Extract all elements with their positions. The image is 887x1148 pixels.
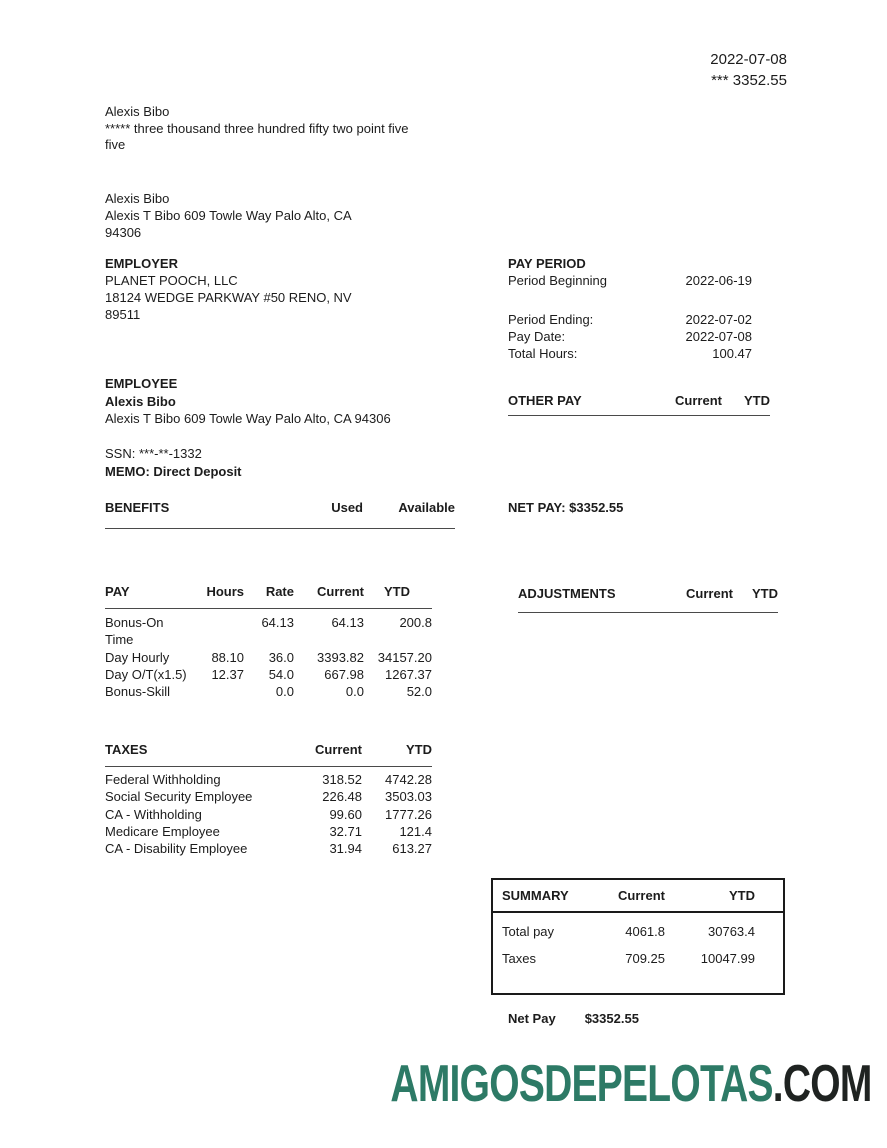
employer-title: EMPLOYER xyxy=(105,256,178,271)
pay-row xyxy=(105,614,432,648)
net-pay-footer-value: $3352.55 xyxy=(584,1011,639,1026)
benefits-section xyxy=(105,500,455,529)
employee-name: Alexis Bibo xyxy=(105,393,176,409)
amount-words-line2: five xyxy=(105,137,126,152)
summary-row-current: 709.25 xyxy=(625,951,665,966)
pay-row-ytd: 34157.20 xyxy=(377,649,432,665)
tax-row-ytd: 3503.03 xyxy=(385,789,432,805)
payee-section xyxy=(105,104,525,154)
adjustments-divider xyxy=(518,612,778,613)
other-pay-col-current: Current xyxy=(675,393,722,408)
summary-row-current: 4061.8 xyxy=(625,924,665,939)
tax-row-current: 318.52 xyxy=(322,772,362,788)
pay-row-name: Bonus-Skill xyxy=(105,684,171,700)
pay-period-title: PAY PERIOD xyxy=(508,256,586,271)
adjustments-section xyxy=(518,586,778,613)
tax-row-current: 226.48 xyxy=(322,789,362,805)
benefits-divider xyxy=(105,528,455,529)
pay-period-label: Total Hours: xyxy=(508,346,578,361)
net-pay-footer xyxy=(508,1010,639,1027)
payee-address-zip: 94306 xyxy=(105,225,142,240)
tax-row-ytd: 121.4 xyxy=(399,823,432,839)
pay-col-current: Current xyxy=(317,584,364,599)
employee-memo: MEMO: Direct Deposit xyxy=(105,463,242,479)
pay-row-name: Day Hourly xyxy=(105,649,170,665)
summary-row-ytd: 30763.4 xyxy=(708,924,755,939)
taxes-table-divider xyxy=(105,766,432,767)
employee-ssn: SSN: ***-**-1332 xyxy=(105,446,202,461)
employer-street: 18124 WEDGE PARKWAY #50 RENO, NV xyxy=(105,290,352,305)
other-pay-section xyxy=(508,393,770,416)
pay-col-title: PAY xyxy=(105,584,130,599)
pay-row-rate: 36.0 xyxy=(268,649,294,665)
tax-row-current: 31.94 xyxy=(329,841,362,857)
pay-period-label: Period Beginning xyxy=(508,273,608,288)
pay-period-section xyxy=(508,255,752,362)
pay-row-rate: 54.0 xyxy=(268,666,294,682)
pay-period-row xyxy=(508,272,752,289)
pay-table-header xyxy=(105,583,432,600)
pay-row-rate: 64.13 xyxy=(261,615,294,631)
pay-period-row xyxy=(508,328,752,345)
tax-row xyxy=(105,788,432,805)
tax-row-name: Social Security Employee xyxy=(105,789,253,805)
tax-row-name: CA - Withholding xyxy=(105,806,202,822)
tax-row-name: Medicare Employee xyxy=(105,823,220,839)
pay-row-name: Bonus-On Time xyxy=(105,615,164,648)
summary-col-current: Current xyxy=(618,888,665,903)
pay-row-ytd: 52.0 xyxy=(406,684,432,700)
pay-period-value: 2022-07-02 xyxy=(685,312,752,327)
pay-period-value: 100.47 xyxy=(712,346,752,361)
pay-period-label: Period Ending: xyxy=(508,312,594,327)
pay-table xyxy=(105,583,432,700)
ssn-memo-section xyxy=(105,445,485,480)
summary-box xyxy=(491,878,785,995)
employee-address: Alexis T Bibo 609 Towle Way Palo Alto, CA 94306 xyxy=(105,411,391,426)
pay-row-current: 0.0 xyxy=(345,684,364,700)
summary-row-name: Total pay xyxy=(502,924,555,939)
tax-row xyxy=(105,806,432,823)
benefits-col-available: Available xyxy=(398,500,455,515)
payee-address-section xyxy=(105,190,525,241)
pay-row-current: 667.98 xyxy=(324,666,364,682)
tax-row xyxy=(105,771,432,788)
employer-section xyxy=(105,255,485,323)
tax-row-ytd: 1777.26 xyxy=(385,806,432,822)
tax-row xyxy=(105,840,432,857)
taxes-table xyxy=(105,741,432,857)
payee-address-name: Alexis Bibo xyxy=(105,191,170,206)
pay-row-current: 64.13 xyxy=(331,615,364,631)
benefits-col-used: Used xyxy=(331,500,363,515)
taxes-col-ytd: YTD xyxy=(406,742,432,757)
pay-row xyxy=(105,683,432,700)
tax-row-name: CA - Disability Employee xyxy=(105,841,248,857)
tax-row-ytd: 4742.28 xyxy=(385,772,432,788)
check-date: 2022-07-08 xyxy=(710,51,787,68)
employer-company: PLANET POOCH, LLC xyxy=(105,273,238,288)
pay-col-rate: Rate xyxy=(265,584,294,599)
summary-row-ytd: 10047.99 xyxy=(700,951,755,966)
watermark-tld-text: .COM xyxy=(773,1055,872,1113)
summary-col-ytd: YTD xyxy=(729,888,755,903)
net-pay-line: NET PAY: $3352.55 xyxy=(508,500,624,515)
employee-section xyxy=(105,375,525,428)
payee-address-street: Alexis T Bibo 609 Towle Way Palo Alto, CA xyxy=(105,208,352,223)
net-pay-footer-label: Net Pay xyxy=(508,1011,556,1026)
pay-row-hours: 12.37 xyxy=(211,666,244,682)
summary-title: SUMMARY xyxy=(502,888,569,903)
check-amount-masked: *** 3352.55 xyxy=(711,72,787,89)
amount-words-line1: ***** three thousand three hundred fifty two point five xyxy=(105,120,409,136)
pay-period-value: 2022-06-19 xyxy=(685,273,752,288)
benefits-header xyxy=(105,500,455,515)
pay-row-ytd: 1267.37 xyxy=(385,666,432,682)
summary-row-name: Taxes xyxy=(502,951,536,966)
pay-row-current: 3393.82 xyxy=(317,649,364,665)
taxes-col-title: TAXES xyxy=(105,742,148,757)
payee-name: Alexis Bibo xyxy=(105,104,170,119)
pay-period-value: 2022-07-08 xyxy=(685,329,752,344)
pay-row xyxy=(105,666,432,683)
tax-row-name: Federal Withholding xyxy=(105,772,221,788)
pay-period-row xyxy=(508,345,752,362)
pay-row-hours: 88.10 xyxy=(211,649,244,665)
tax-row-current: 99.60 xyxy=(329,806,362,822)
pay-row xyxy=(105,649,432,666)
pay-row-hours xyxy=(192,614,244,648)
pay-row-ytd: 200.8 xyxy=(399,615,432,631)
employer-zip: 89511 xyxy=(105,307,141,322)
other-pay-title: OTHER PAY xyxy=(508,393,582,408)
check-header xyxy=(710,49,787,91)
adjustments-title: ADJUSTMENTS xyxy=(518,586,616,601)
adjustments-col-ytd: YTD xyxy=(752,586,778,601)
pay-period-row xyxy=(508,311,752,328)
tax-row xyxy=(105,823,432,840)
adjustments-col-current: Current xyxy=(686,586,733,601)
pay-col-ytd: YTD xyxy=(384,584,410,599)
pay-table-divider xyxy=(105,608,432,609)
other-pay-divider xyxy=(508,415,770,416)
pay-row-hours xyxy=(192,683,244,700)
employee-title: EMPLOYEE xyxy=(105,376,178,391)
summary-header xyxy=(493,880,783,913)
adjustments-header xyxy=(518,586,778,601)
summary-row xyxy=(493,923,783,940)
watermark-brand-text: AMIGOSDEPELOTAS xyxy=(390,1055,774,1113)
watermark-logo xyxy=(390,1055,872,1113)
tax-row-current: 32.71 xyxy=(329,823,362,839)
pay-period-label: Pay Date: xyxy=(508,329,566,344)
pay-row-name: Day O/T(x1.5) xyxy=(105,666,187,682)
other-pay-header xyxy=(508,393,770,408)
pay-col-hours: Hours xyxy=(206,584,244,599)
taxes-table-header xyxy=(105,741,432,758)
summary-row xyxy=(493,950,783,967)
taxes-col-current: Current xyxy=(315,742,362,757)
tax-row-ytd: 613.27 xyxy=(392,841,432,857)
pay-row-rate: 0.0 xyxy=(275,684,294,700)
other-pay-col-ytd: YTD xyxy=(744,393,770,408)
benefits-title: BENEFITS xyxy=(105,500,170,515)
